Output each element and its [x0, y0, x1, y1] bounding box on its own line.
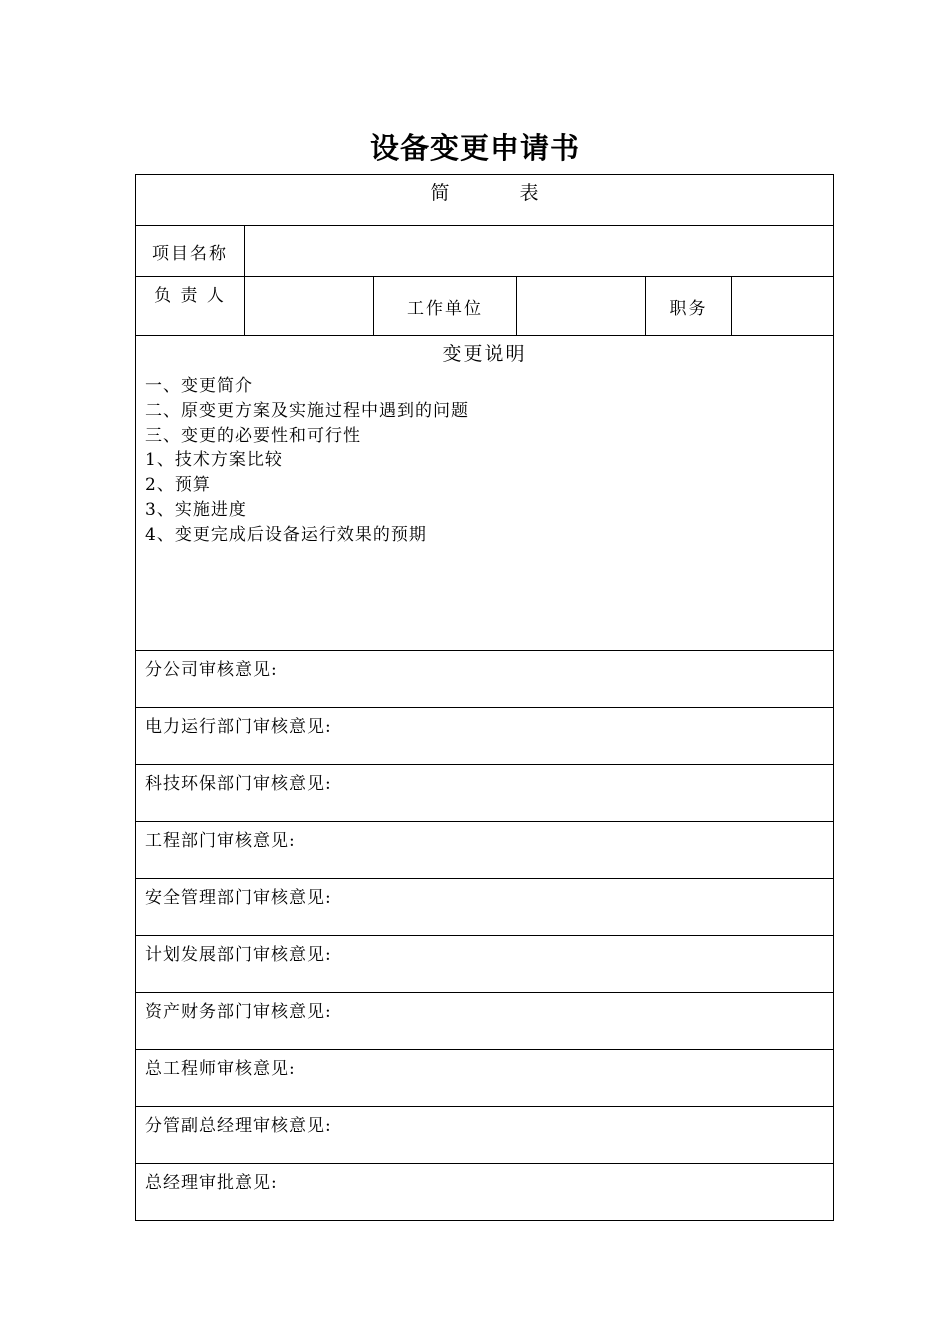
description-line: 2、预算	[145, 475, 211, 496]
position-field[interactable]	[732, 277, 834, 336]
description-line: 一、变更简介	[145, 376, 253, 396]
work-unit-field[interactable]	[517, 277, 646, 336]
document-title: 设备变更申请书	[369, 131, 580, 165]
brief-table-header	[136, 175, 834, 226]
brief-heading-left: 简	[430, 182, 450, 204]
change-description-section[interactable]	[136, 336, 834, 651]
review-branch-company[interactable]: 分公司审核意见:	[136, 651, 834, 708]
work-unit-label: 工作单位	[374, 277, 517, 336]
description-line: 1、技术方案比较	[145, 450, 283, 471]
change-description-heading: 变更说明	[442, 343, 527, 365]
review-general-manager[interactable]: 总经理审批意见:	[136, 1164, 834, 1221]
description-line: 三、变更的必要性和可行性	[145, 425, 361, 446]
person-in-charge-label: 负 责 人	[136, 277, 245, 336]
project-name-field[interactable]	[245, 226, 834, 277]
description-line: 二、原变更方案及实施过程中遇到的问题	[145, 400, 469, 421]
review-safety-management-dept[interactable]: 安全管理部门审核意见:	[136, 879, 834, 936]
review-planning-development-dept[interactable]: 计划发展部门审核意见:	[136, 936, 834, 993]
position-label: 职务	[646, 277, 732, 336]
brief-heading-right: 表	[519, 182, 539, 204]
project-name-label: 项目名称	[136, 226, 245, 277]
person-in-charge-field[interactable]	[245, 277, 374, 336]
review-power-operation-dept[interactable]: 电力运行部门审核意见:	[136, 708, 834, 765]
review-engineering-dept[interactable]: 工程部门审核意见:	[136, 822, 834, 879]
review-tech-environment-dept[interactable]: 科技环保部门审核意见:	[136, 765, 834, 822]
review-chief-engineer[interactable]: 总工程师审核意见:	[136, 1050, 834, 1107]
review-asset-finance-dept[interactable]: 资产财务部门审核意见:	[136, 993, 834, 1050]
description-line: 3、实施进度	[145, 499, 247, 520]
application-form-table	[135, 174, 834, 1221]
review-deputy-general-manager[interactable]: 分管副总经理审核意见:	[136, 1107, 834, 1164]
description-line: 4、变更完成后设备运行效果的预期	[145, 524, 427, 545]
